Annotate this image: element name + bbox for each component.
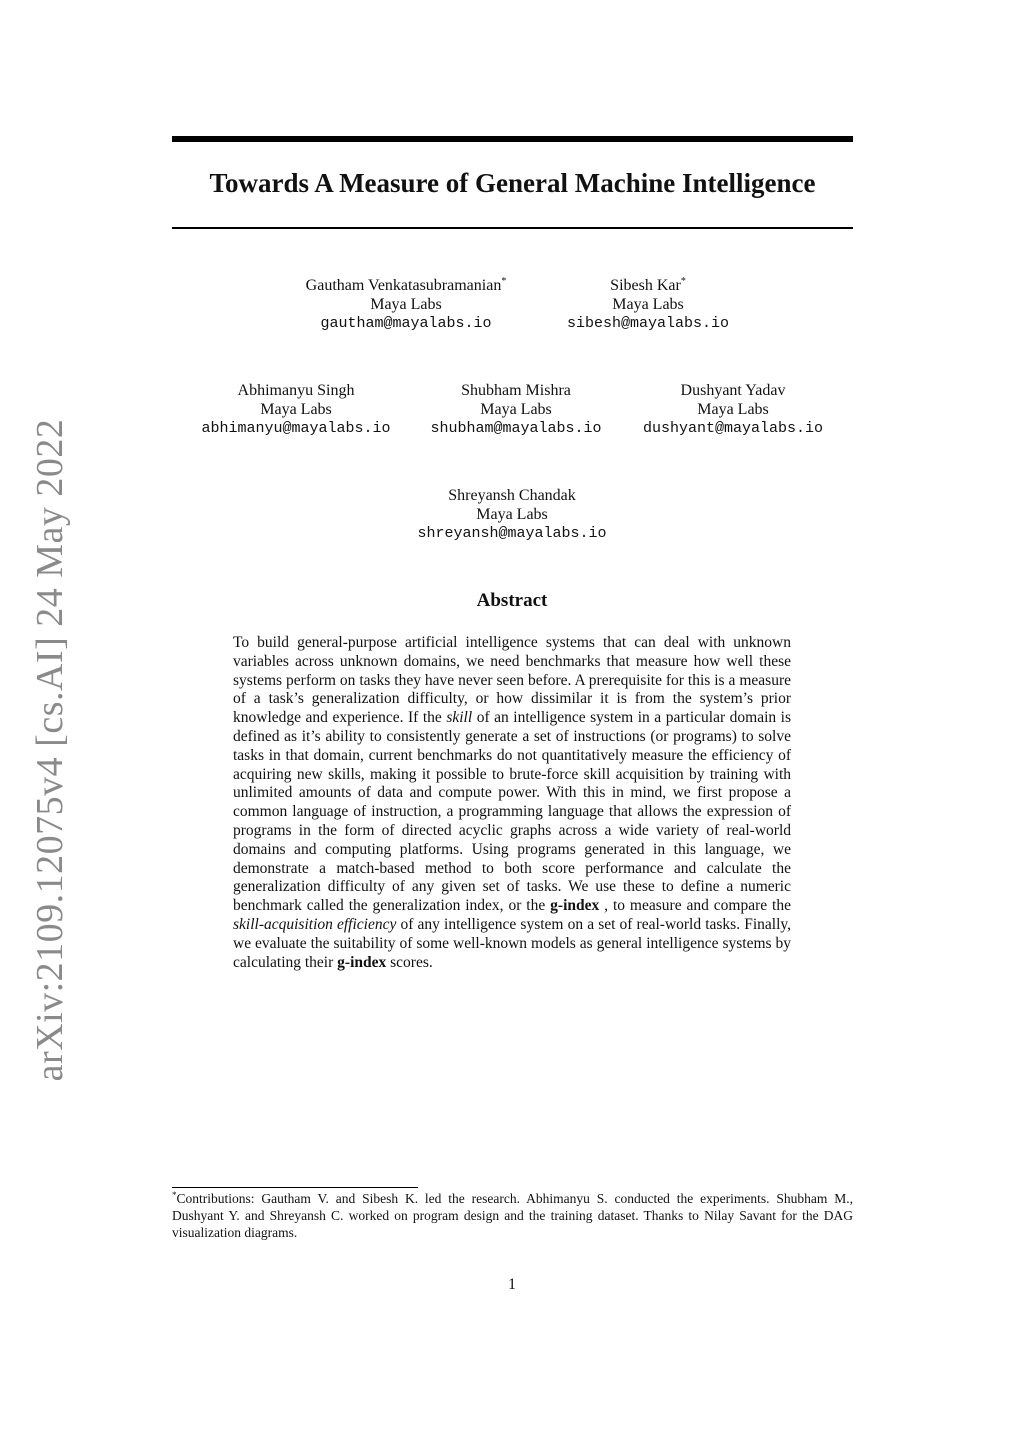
footnote-text: Contributions: Gautham V. and Sibesh K. led the research. Abhimanyu S. conducted the experiments. Shubham M., Dushyant Y. and Shreyansh C. worked on program design and the training dataset. Thanks to Nilay Savant for the DAG visualization diagrams. [172,1191,853,1240]
author-affiliation: Maya Labs [370,296,442,313]
author-name: Dushyant Yadav [680,382,786,399]
author-email[interactable]: dushyant@mayalabs.io [642,420,824,437]
author-affiliation: Maya Labs [697,401,769,418]
author-mark: * [680,276,686,287]
footnote-rule [172,1187,418,1188]
author-email[interactable]: shubham@mayalabs.io [430,420,602,437]
author-block [201,381,390,438]
author-name: Gautham Venkatasubramanian [305,277,502,294]
author-affiliation: Maya Labs [260,401,332,418]
author-block [430,381,601,438]
footnote-mark: * [172,1190,177,1200]
author-block [643,381,823,438]
author-name: Shubham Mishra [461,382,571,399]
abstract-heading: Abstract [476,590,548,611]
author-affiliation: Maya Labs [480,401,552,418]
page-number: 1 [508,1276,516,1293]
term-g-index: g-index [550,897,600,915]
title-rule-bottom [172,227,853,229]
author-block [306,276,507,333]
paper-title: Towards A Measure of General Machine Intelligence [209,168,816,198]
term-skill-acquisition-efficiency: skill-acquisition efficiency [233,915,397,933]
term-g-index: g-index [337,953,387,971]
author-block [417,486,606,543]
title-rule-top [172,136,853,142]
author-name: Sibesh Kar [610,277,681,294]
author-block [567,276,729,333]
author-email[interactable]: gautham@mayalabs.io [320,315,492,332]
author-email[interactable]: sibesh@mayalabs.io [566,315,730,332]
author-affiliation: Maya Labs [476,506,548,523]
author-name: Abhimanyu Singh [237,382,355,399]
author-email[interactable]: shreyansh@mayalabs.io [417,525,607,542]
author-mark: * [501,276,507,287]
author-affiliation: Maya Labs [612,296,684,313]
footnote [172,1190,853,1241]
author-email[interactable]: abhimanyu@mayalabs.io [201,420,391,437]
author-name: Shreyansh Chandak [448,487,576,504]
arxiv-stamp: arXiv:2109.12075v4 [cs.AI] 24 May 2022 [29,418,71,1082]
term-skill: skill [446,709,473,727]
abstract-body: To build general-purpose artificial intelligence systems that can deal with unknown variables across unknown domains, we need benchmarks that measure how well these systems perform on tasks they have never seen before. A prerequisite for this is a measure of a task’s generalization difficulty, or how dissimilar it is from the system’s prior knowledge and experience. If the skill of an intelligence system in a particular domain is defined as it’s ability to consistently generate a set of instructions (or programs) to solve tasks in that domain, current benchmarks do not quantitatively measure the efficiency of acquiring new skills, making it possible to brute-force skill acquisition by training with unlimited amounts of data and compute power. With this in mind, we first propose a common language of instruction, a programming language that allows the expression of programs in the form of directed acyclic graphs across a wide variety of real-world domains and computing platforms. Using programs generated in this language, we demonstrate a match-based method to both score performance and calculate the generalization difficulty of any given set of tasks. We use these to define a numeric benchmark called the generalization index, or the g-index , to measure and compare the skill-acquisition efficiency of any intelligence system on a set of real-world tasks. Finally, we evaluate the suitability of some well-known models as general intelligence systems by calculating their g-index scores. [233,634,792,971]
